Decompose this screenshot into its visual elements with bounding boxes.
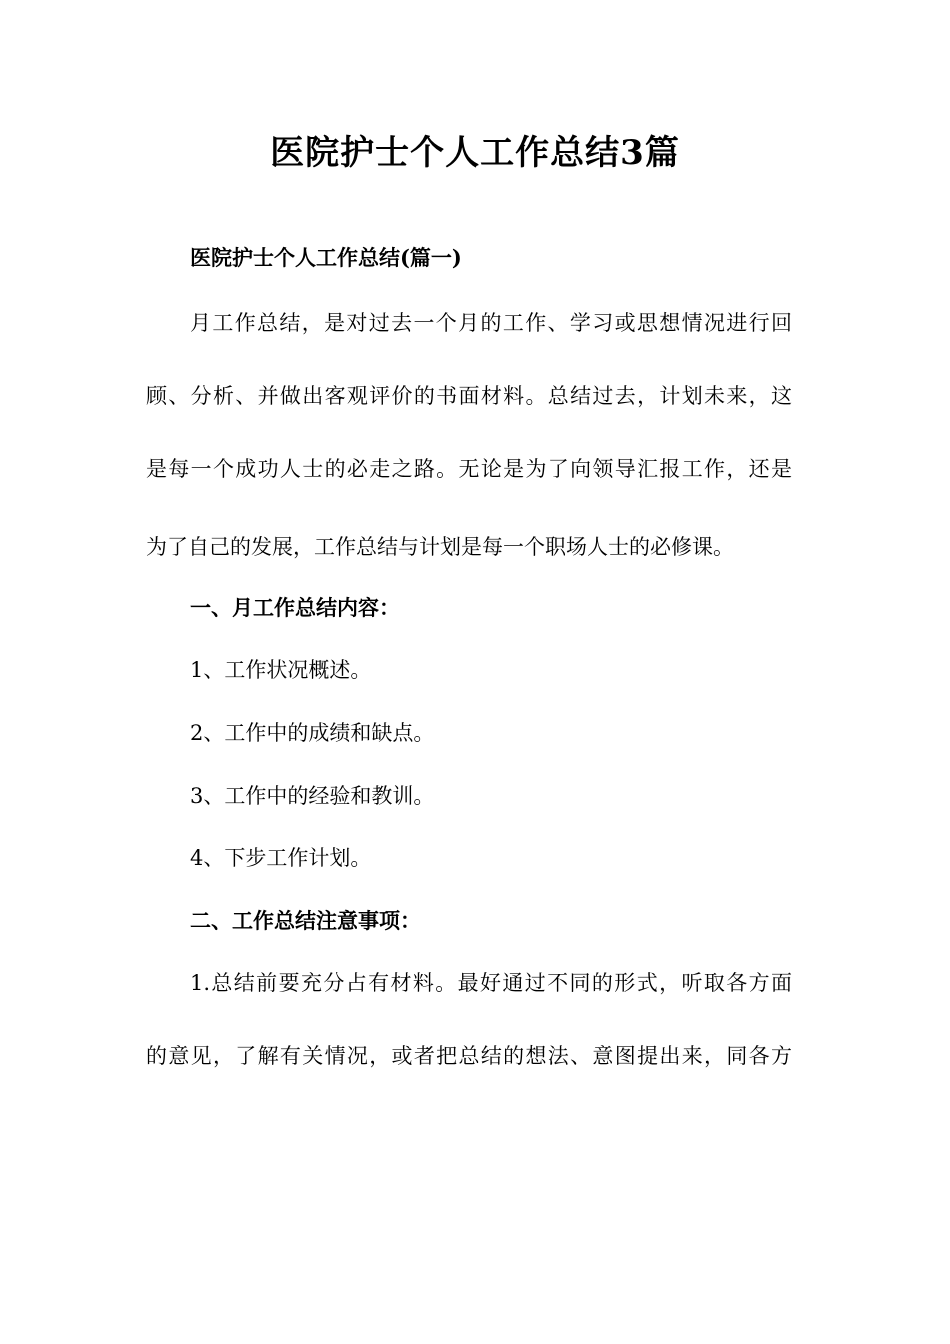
intro-paragraph-line-3: 是每一个成功人士的必走之路。无论是为了向领导汇报工作，还是: [146, 457, 792, 481]
section-heading: 医院护士个人工作总结(篇一): [190, 245, 462, 270]
intro-paragraph-line-1: 月工作总结，是对过去一个月的工作、学习或思想情况进行回: [190, 311, 792, 335]
intro-paragraph-line-2: 顾、分析、并做出客观评价的书面材料。总结过去，计划未来，这: [146, 384, 792, 408]
content-item-1: 1、工作状况概述。: [190, 658, 372, 682]
content-item-3: 3、工作中的经验和教训。: [190, 784, 435, 808]
intro-paragraph-line-4: 为了自己的发展，工作总结与计划是每一个职场人士的必修课。: [146, 535, 734, 559]
notes-paragraph-line-1: 1.总结前要充分占有材料。最好通过不同的形式，听取各方面: [190, 971, 792, 995]
heading-content: 一、月工作总结内容：: [190, 595, 400, 620]
heading-notes: 二、工作总结注意事项：: [190, 908, 421, 933]
content-item-4: 4、下步工作计划。: [190, 846, 372, 870]
content-item-2: 2、工作中的成绩和缺点。: [190, 721, 435, 745]
notes-paragraph-line-2: 的意见，了解有关情况，或者把总结的想法、意图提出来，同各方: [146, 1044, 792, 1068]
document-title: 医院护士个人工作总结3篇: [270, 133, 680, 173]
